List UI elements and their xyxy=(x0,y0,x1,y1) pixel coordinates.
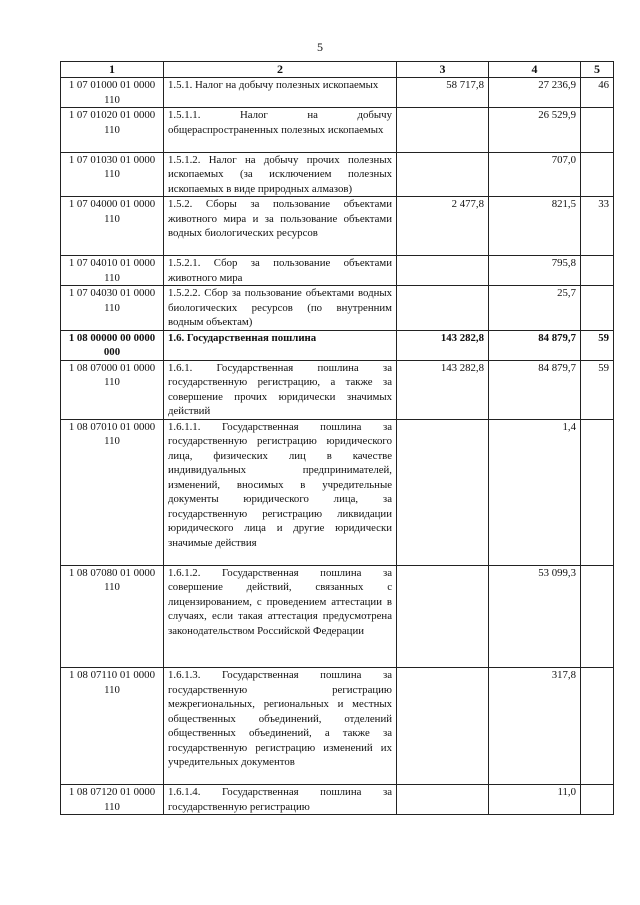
row-percent-value xyxy=(581,668,614,785)
table-row xyxy=(61,152,614,197)
page-number: 5 xyxy=(317,40,323,54)
column-header-plan: 3 xyxy=(397,62,489,78)
table-row xyxy=(61,668,614,785)
row-actual-value: 25,7 xyxy=(489,286,581,331)
row-code: 1 08 00000 00 0000 000 xyxy=(61,330,164,360)
row-actual-value: 84 879,7 xyxy=(489,330,581,360)
row-name: 1.6.1.1. Государственная пошлина за государственную регистрацию юридического лица, физических лиц в качестве индивидуальных предпринимателей, изменений, вносимых в учредительные документы юридического лица, за государственную регистрацию ликвидации юридического лица и другие юридически значимые действия xyxy=(164,419,397,565)
row-actual-value: 795,8 xyxy=(489,256,581,286)
row-actual-value: 707,0 xyxy=(489,152,581,197)
row-percent-value xyxy=(581,286,614,331)
row-percent-value: 59 xyxy=(581,330,614,360)
row-percent-value xyxy=(581,152,614,197)
table-row xyxy=(61,360,614,419)
row-actual-value: 11,0 xyxy=(489,785,581,815)
table-row xyxy=(61,108,614,153)
row-plan-value xyxy=(397,419,489,565)
row-actual-value: 1,4 xyxy=(489,419,581,565)
row-actual-value: 317,8 xyxy=(489,668,581,785)
row-name: 1.6.1.2. Государственная пошлина за совершение действий, связанных с лицензированием, с проведением аттестации в случаях, если такая аттестация предусмотрена законодательством Российской Федерации xyxy=(164,565,397,668)
row-percent-value: 33 xyxy=(581,197,614,256)
row-percent-value xyxy=(581,108,614,153)
row-code: 1 08 07110 01 0000 110 xyxy=(61,668,164,785)
row-plan-value xyxy=(397,108,489,153)
row-plan-value: 143 282,8 xyxy=(397,360,489,419)
row-name: 1.5.2.2. Сбор за пользование объектами водных биологических ресурсов (по внутренним водным объектам) xyxy=(164,286,397,331)
column-header-name: 2 xyxy=(164,62,397,78)
table-row xyxy=(61,330,614,360)
row-actual-value: 84 879,7 xyxy=(489,360,581,419)
table-row xyxy=(61,197,614,256)
column-header-code: 1 xyxy=(61,62,164,78)
row-code: 1 07 04030 01 0000 110 xyxy=(61,286,164,331)
row-name: 1.6.1.4. Государственная пошлина за государственную регистрацию xyxy=(164,785,397,815)
table-row xyxy=(61,785,614,815)
row-percent-value xyxy=(581,419,614,565)
revenue-table xyxy=(60,61,614,815)
row-plan-value: 143 282,8 xyxy=(397,330,489,360)
row-actual-value: 27 236,9 xyxy=(489,78,581,108)
table-row xyxy=(61,286,614,331)
row-name: 1.5.1.1. Налог на добычу общераспространенных полезных ископаемых xyxy=(164,108,397,153)
column-header-actual: 4 xyxy=(489,62,581,78)
row-code: 1 08 07080 01 0000 110 xyxy=(61,565,164,668)
row-code: 1 08 07000 01 0000 110 xyxy=(61,360,164,419)
row-plan-value xyxy=(397,152,489,197)
row-plan-value: 2 477,8 xyxy=(397,197,489,256)
row-name: 1.5.1. Налог на добычу полезных ископаемых xyxy=(164,78,397,108)
row-percent-value xyxy=(581,565,614,668)
row-code: 1 07 01000 01 0000 110 xyxy=(61,78,164,108)
row-name: 1.5.2. Сборы за пользование объектами животного мира и за пользование объектами водных биологических ресурсов xyxy=(164,197,397,256)
row-actual-value: 26 529,9 xyxy=(489,108,581,153)
row-plan-value xyxy=(397,785,489,815)
row-name: 1.5.1.2. Налог на добычу прочих полезных ископаемых (за исключением полезных ископаемых в виде природных алмазов) xyxy=(164,152,397,197)
row-code: 1 07 04010 01 0000 110 xyxy=(61,256,164,286)
row-plan-value xyxy=(397,256,489,286)
row-name: 1.5.2.1. Сбор за пользование объектами животного мира xyxy=(164,256,397,286)
row-name: 1.6.1. Государственная пошлина за государственную регистрацию, а также за совершение прочих юридически значимых действий xyxy=(164,360,397,419)
row-name: 1.6.1.3. Государственная пошлина за государственную регистрацию межрегиональных, региональных и местных общественных объединений, отделений общественных объединений, а также за государственную регистрацию изменений их учредительных документов xyxy=(164,668,397,785)
row-actual-value: 821,5 xyxy=(489,197,581,256)
row-actual-value: 53 099,3 xyxy=(489,565,581,668)
row-code: 1 07 01020 01 0000 110 xyxy=(61,108,164,153)
row-plan-value xyxy=(397,565,489,668)
row-plan-value xyxy=(397,668,489,785)
row-code: 1 07 01030 01 0000 110 xyxy=(61,152,164,197)
table-row xyxy=(61,419,614,565)
table-row xyxy=(61,78,614,108)
row-code: 1 08 07120 01 0000 110 xyxy=(61,785,164,815)
row-percent-value: 46 xyxy=(581,78,614,108)
row-code: 1 07 04000 01 0000 110 xyxy=(61,197,164,256)
row-code: 1 08 07010 01 0000 110 xyxy=(61,419,164,565)
table-row xyxy=(61,565,614,668)
row-percent-value xyxy=(581,785,614,815)
table-row xyxy=(61,256,614,286)
table-header-row xyxy=(61,62,614,78)
row-plan-value: 58 717,8 xyxy=(397,78,489,108)
row-percent-value xyxy=(581,256,614,286)
row-percent-value: 59 xyxy=(581,360,614,419)
column-header-percent: 5 xyxy=(581,62,614,78)
row-name: 1.6. Государственная пошлина xyxy=(164,330,397,360)
row-plan-value xyxy=(397,286,489,331)
